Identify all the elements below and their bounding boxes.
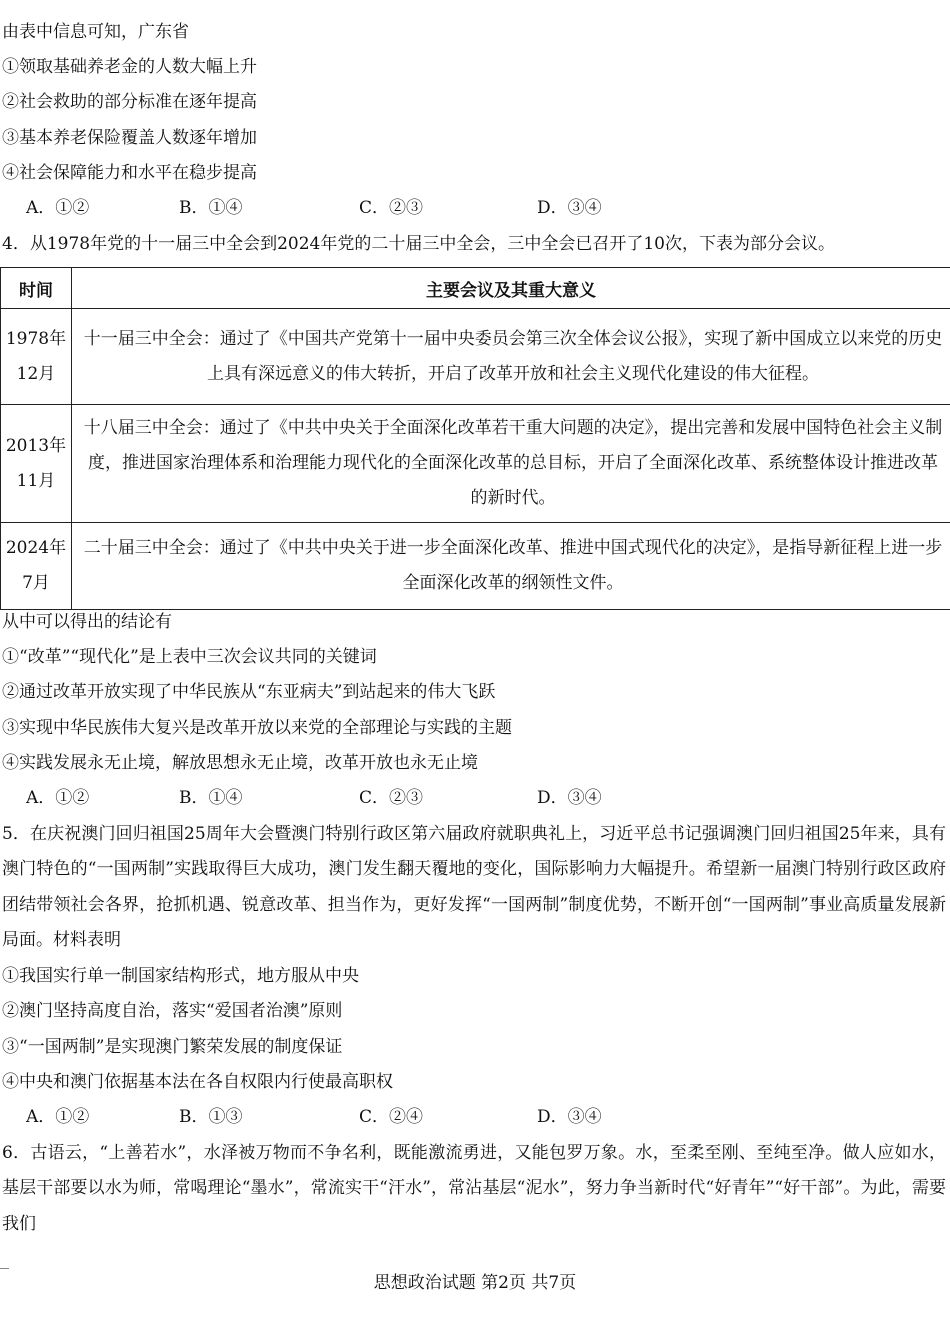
q5-item-4: ④中央和澳门依据基本法在各自权限内行使最高职权 — [2, 1072, 393, 1092]
header-meeting: 主要会议及其重大意义 — [72, 268, 950, 309]
header-time: 时间 — [1, 268, 72, 309]
row-time-year: 2024年 — [5, 538, 67, 558]
q4-option-b: B．①④ — [179, 788, 243, 808]
page-footer: 思想政治试题 第2页 共7页 — [373, 1273, 577, 1293]
q4-item-1: ①“改革”“现代化”是上表中三次会议共同的关键词 — [2, 647, 377, 667]
row-time-year: 2013年 — [5, 435, 67, 456]
q5-option-c: C．②④ — [359, 1107, 424, 1127]
meetings-table — [0, 267, 950, 610]
q3-stem: 由表中信息可知，广东省 — [2, 22, 189, 42]
q3-item-4: ④社会保障能力和水平在稳步提高 — [2, 163, 257, 183]
q5-option-b: B．①③ — [179, 1107, 243, 1127]
row-content: 二十届三中全会：通过了《中共中央关于进一步全面深化改革、推进中国式现代化的决定》，是指导新征程上进一步全面深化改革的纲领性文件。 — [72, 523, 950, 610]
q4-item-4: ④实践发展永无止境，解放思想永无止境，改革开放也永无止境 — [2, 753, 478, 773]
row-time — [1, 405, 72, 523]
q3-option-c: C．②③ — [359, 198, 424, 218]
q4-conclusion: 从中可以得出的结论有 — [2, 612, 172, 632]
q4-item-3: ③实现中华民族伟大复兴是改革开放以来党的全部理论与实践的主题 — [2, 718, 512, 738]
q6-stem: 6．古语云，“上善若水”，水泽被万物而不争名利，既能激流勇进，又能包罗万象。水，至柔至刚、至纯至净。做人应如水，基层干部要以水为师，常喝理论“墨水”，常流实干“汗水”，常沾基层“泥水”，努力争当新时代“好青年”“好干部”。为此，需要我们 — [2, 1143, 946, 1234]
q5-option-a: A．①② — [26, 1107, 90, 1127]
q4-stem: 4．从1978年党的十一届三中全会到2024年党的二十届三中全会，三中全会已召开了10次，下表为部分会议。 — [2, 234, 835, 254]
q3-option-d: D．③④ — [537, 198, 602, 218]
q4-option-c: C．②③ — [359, 788, 424, 808]
q5-item-1: ①我国实行单一制国家结构形式，地方服从中央 — [2, 966, 359, 986]
table-row — [1, 309, 950, 405]
q5-stem: 5．在庆祝澳门回归祖国25周年大会暨澳门特别行政区第六届政府就职典礼上，习近平总书记强调澳门回归祖国25年来，具有澳门特色的“一国两制”实践取得巨大成功，澳门发生翻天覆地的变化，国际影响力大幅提升。希望新一届澳门特别行政区政府团结带领社会各界，抢抓机遇、锐意改革、担当作为，更好发挥“一国两制”制度优势，不断开创“一国两制”事业高质量发展新局面。材料表明 — [2, 824, 946, 950]
q4-option-a: A．①② — [26, 788, 90, 808]
q3-option-a: A．①② — [26, 198, 90, 218]
row-time-month: 7月 — [22, 573, 50, 593]
q4-item-2: ②通过改革开放实现了中华民族从“东亚病夫”到站起来的伟大飞跃 — [2, 682, 496, 702]
q3-item-1: ①领取基础养老金的人数大幅上升 — [2, 57, 257, 77]
q3-option-b: B．①④ — [179, 198, 243, 218]
row-content: 十一届三中全会：通过了《中国共产党第十一届中央委员会第三次全体会议公报》，实现了新中国成立以来党的历史上具有深远意义的伟大转折，开启了改革开放和社会主义现代化建设的伟大征程。 — [72, 309, 950, 405]
row-time — [1, 523, 72, 610]
q5-item-2: ②澳门坚持高度自治，落实“爱国者治澳”原则 — [2, 1001, 343, 1021]
q3-item-3: ③基本养老保险覆盖人数逐年增加 — [2, 128, 257, 148]
q4-option-d: D．③④ — [537, 788, 602, 808]
row-time — [1, 309, 72, 405]
q5-item-3: ③“一国两制”是实现澳门繁荣发展的制度保证 — [2, 1037, 343, 1057]
row-content: 十八届三中全会：通过了《中共中央关于全面深化改革若干重大问题的决定》，提出完善和发展中国特色社会主义制度，推进国家治理体系和治理能力现代化的全面深化改革的总目标，开启了全面深化改革、系统整体设计推进改革的新时代。 — [72, 405, 950, 523]
q5-option-d: D．③④ — [537, 1107, 602, 1127]
table-row — [1, 523, 950, 610]
q3-item-2: ②社会救助的部分标准在逐年提高 — [2, 92, 257, 112]
table-header-row — [1, 268, 950, 309]
table-row — [1, 405, 950, 523]
row-time-month: 11月 — [16, 470, 56, 491]
row-time-month: 12月 — [16, 363, 56, 384]
row-time-year: 1978年 — [5, 328, 67, 349]
